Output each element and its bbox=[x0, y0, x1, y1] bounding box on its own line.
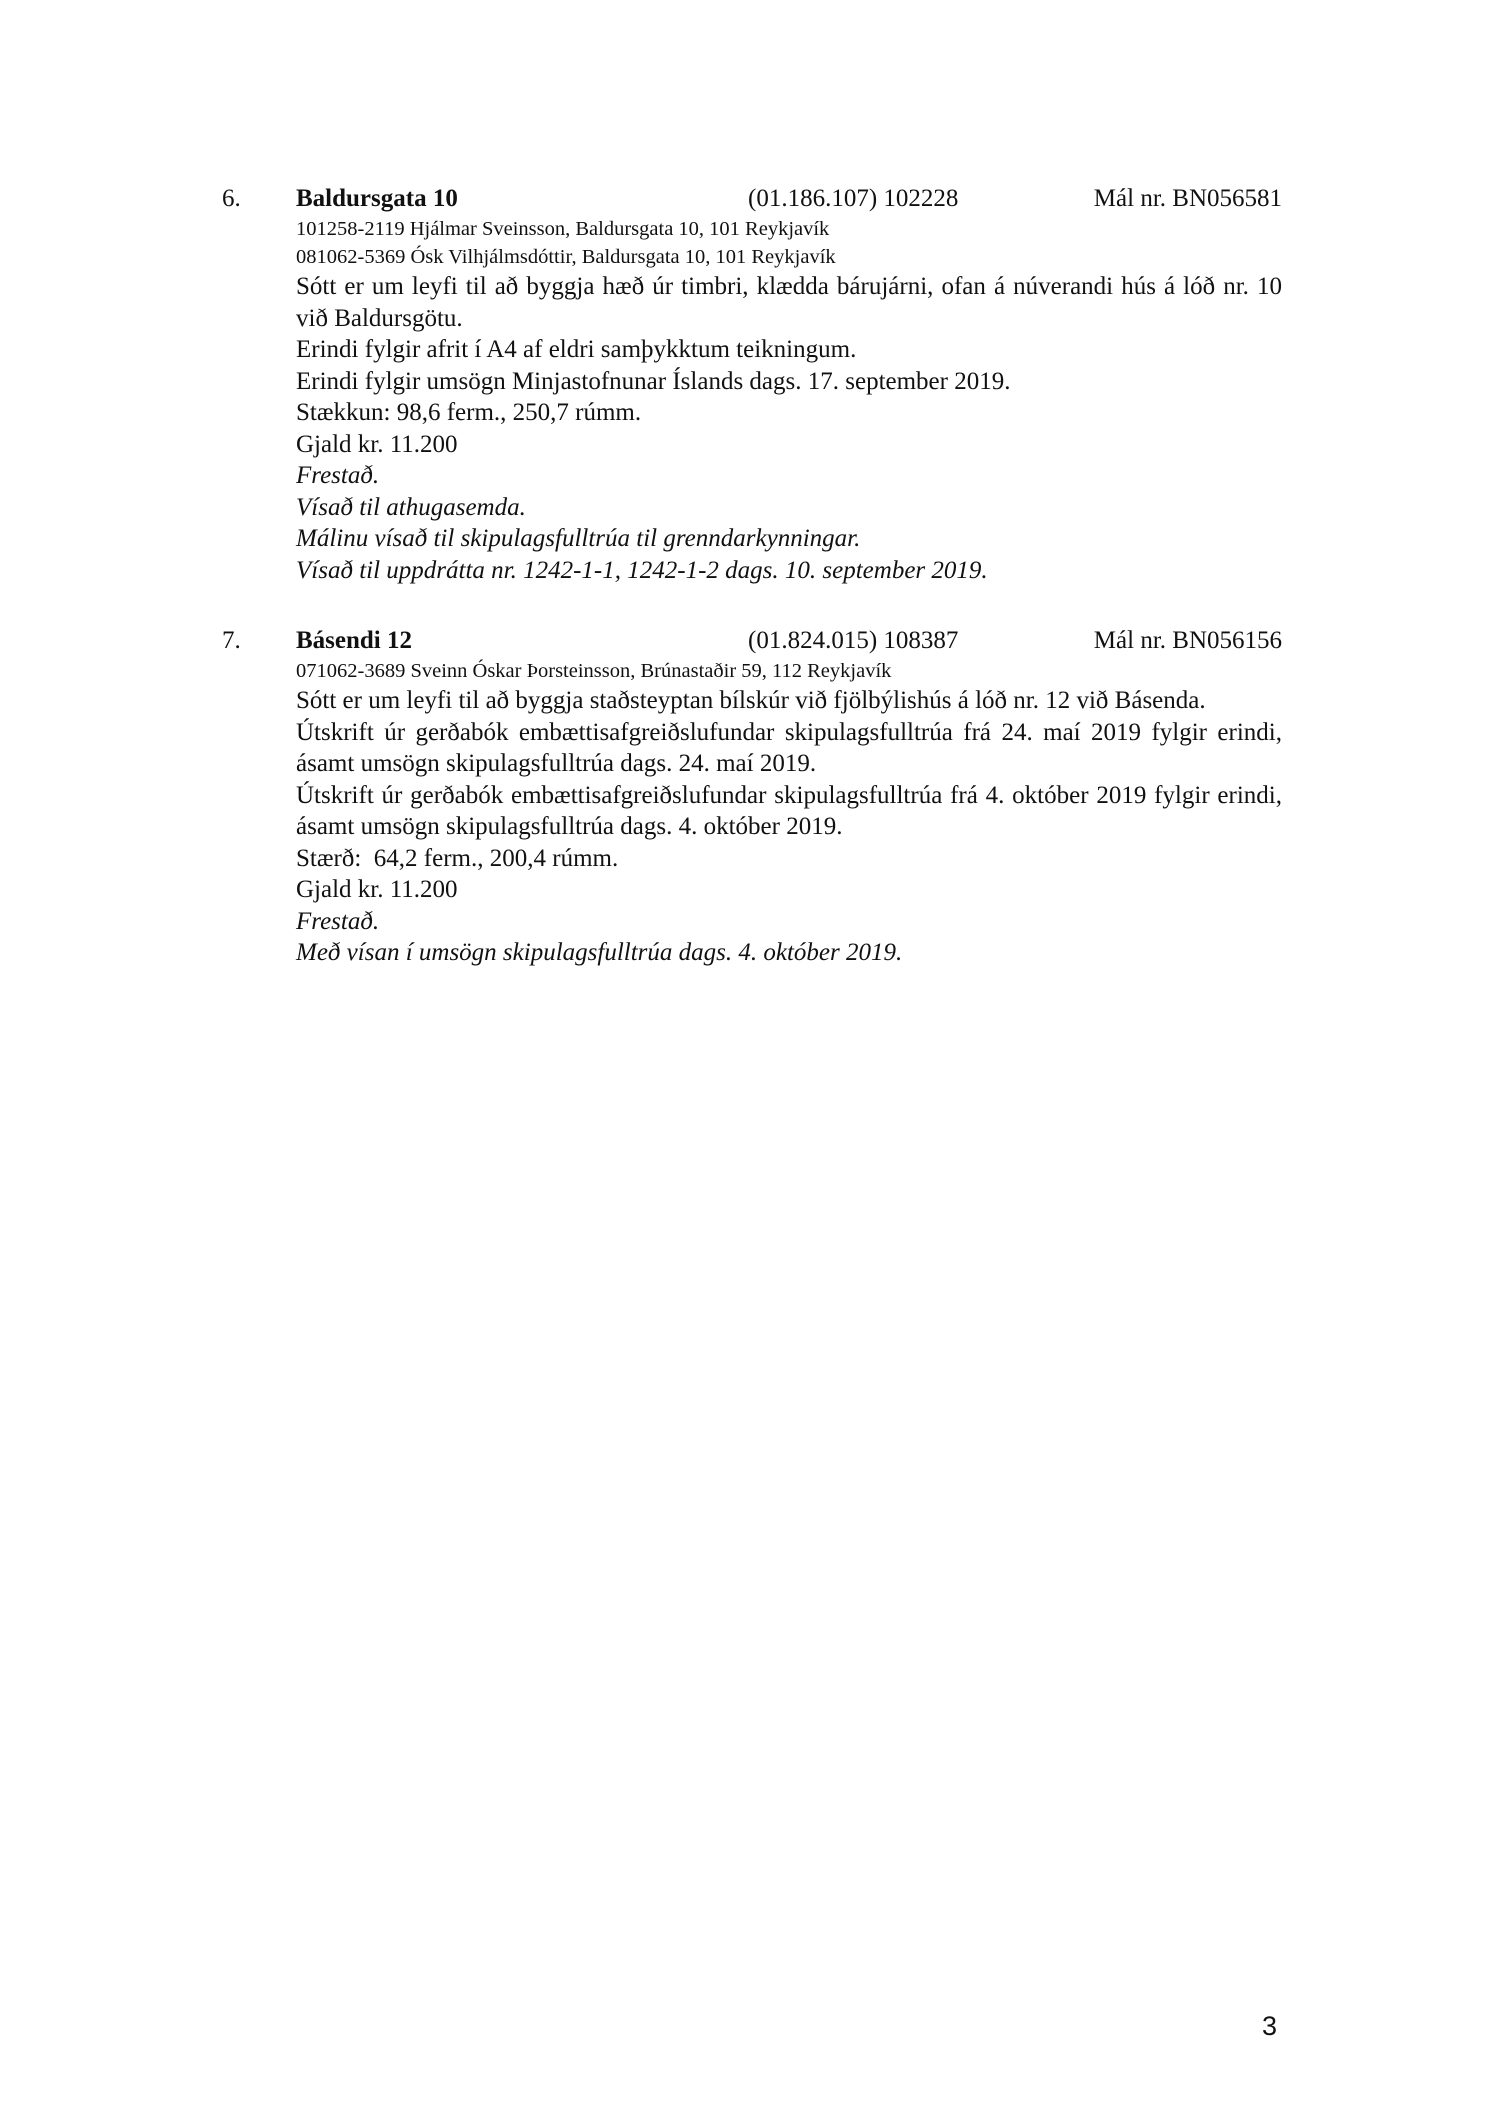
case-reference: (01.186.107) 102228 bbox=[748, 185, 959, 212]
case-line: Gjald kr. 11.200 bbox=[296, 430, 458, 458]
case-reference: (01.824.015) 108387 bbox=[748, 627, 959, 654]
case-line: Stærð: 64,2 ferm., 200,4 rúmm. bbox=[296, 844, 619, 872]
case-paragraph: Útskrift úr gerðabók embættisafgreiðslufundar skipulagsfulltrúa frá 4. október 2019 fylgir erindi, ásamt umsögn skipulagsfulltrúa dags. 4. október 2019. bbox=[296, 781, 1282, 840]
decision-line: Frestað. bbox=[296, 462, 380, 489]
owner-line: 101258-2119 Hjálmar Sveinsson, Baldursgata 10, 101 Reykjavík bbox=[296, 218, 830, 240]
owner-line: 071062-3689 Sveinn Óskar Þorsteinsson, Brúnastaðir 59, 112 Reykjavík bbox=[296, 660, 892, 682]
case-line: Erindi fylgir umsögn Minjastofnunar Íslands dags. 17. september 2019. bbox=[296, 367, 1011, 395]
page-number: 3 bbox=[1262, 2011, 1278, 2041]
case-description: Sótt er um leyfi til að byggja staðsteyptan bílskúr við fjölbýlishús á lóð nr. 12 við Básenda. bbox=[296, 687, 1206, 714]
case-number-label: Mál nr. BN056156 bbox=[1093, 627, 1282, 654]
decision-line: Vísað til athugasemda. bbox=[296, 493, 526, 521]
case-address: Básendi 12 bbox=[296, 627, 413, 654]
case-address: Baldursgata 10 bbox=[296, 185, 458, 212]
case-item bbox=[222, 183, 1282, 586]
case-paragraph: Útskrift úr gerðabók embættisafgreiðslufundar skipulagsfulltrúa frá 24. maí 2019 fylgir erindi, ásamt umsögn skipulagsfulltrúa dags. 24. maí 2019. bbox=[296, 718, 1282, 777]
decision-line: Vísað til uppdrátta nr. 1242-1-1, 1242-1-2 dags. 10. september 2019. bbox=[296, 556, 988, 584]
decision-line: Frestað. bbox=[296, 907, 380, 935]
case-description: Sótt er um leyfi til að byggja hæð úr timbri, klædda bárujárni, ofan á núverandi hús á lóð nr. 10 við Baldursgötu. bbox=[296, 273, 1282, 332]
case-line: Stækkun: 98,6 ferm., 250,7 rúmm. bbox=[296, 399, 642, 426]
decision-line: Málinu vísað til skipulagsfulltrúa til grenndarkynningar. bbox=[296, 525, 861, 552]
owner-line: 081062-5369 Ósk Vilhjálmsdóttir, Baldursgata 10, 101 Reykjavík bbox=[296, 246, 836, 268]
case-number: 6. bbox=[222, 185, 241, 212]
decision-line: Með vísan í umsögn skipulagsfulltrúa dags. 4. október 2019. bbox=[296, 939, 903, 966]
case-body bbox=[296, 657, 1282, 969]
case-number: 7. bbox=[222, 627, 241, 654]
case-line: Gjald kr. 11.200 bbox=[296, 876, 458, 903]
case-header bbox=[222, 625, 1282, 657]
case-body bbox=[296, 215, 1282, 586]
case-item bbox=[222, 625, 1282, 969]
case-number-label: Mál nr. BN056581 bbox=[1093, 185, 1282, 212]
case-header bbox=[222, 183, 1282, 215]
case-line: Erindi fylgir afrit í A4 af eldri samþykktum teikningum. bbox=[296, 336, 857, 363]
